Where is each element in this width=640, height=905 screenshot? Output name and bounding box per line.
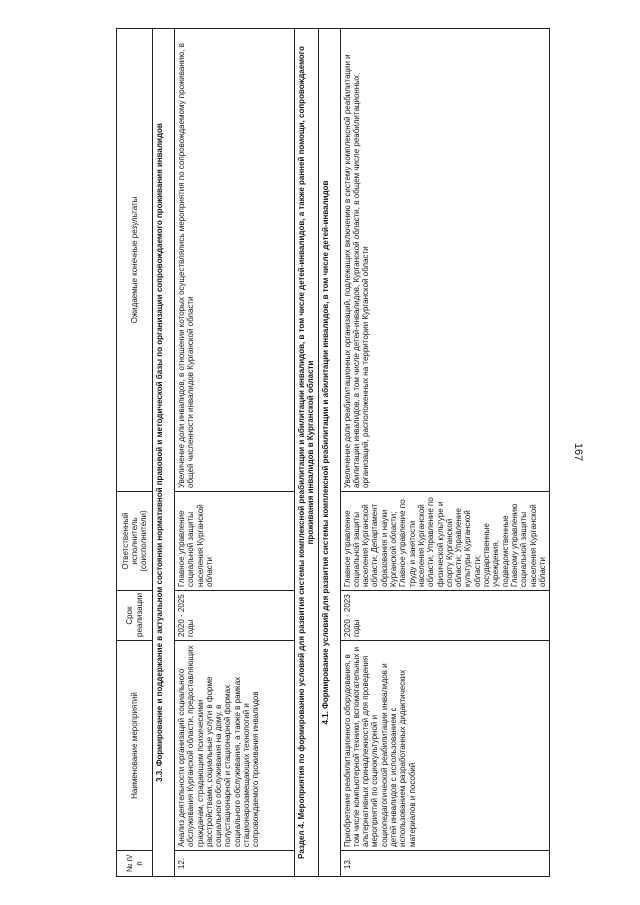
row-13-results: Увеличение доли реабилитационных организаций, подлежащих включению в систему комплексной реабилитации и абилитации инвалидов, в том числе детей-инвалидов, Курганской области, в общем числе реабилитационных организаций, расположенных на территории Курганской области xyxy=(340,29,550,492)
table-header-row xyxy=(117,29,153,877)
row-12-results: Увеличение доли инвалидов, в отношении которых осуществлялись мероприятия по сопровождаемому проживанию, в общей численности инвалидов Курганской области xyxy=(175,29,295,492)
section-row xyxy=(318,29,340,877)
section-row xyxy=(153,29,175,877)
header-term: Срок реализации xyxy=(117,591,153,641)
row-13-name: Приобретение реабилитационного оборудования, в том числе компьютерной техники, вспомогательных и альтернативных принадлежностей для проведения мероприятий по социокультурной и социопедагогической реабилитации инвалидов и детей инвалидов с использованием с использованием разработанных дидактических материалов и пособий xyxy=(340,641,550,851)
header-executor: Ответственный исполнитель (соисполнители) xyxy=(117,492,153,591)
row-12-term: 2020 - 2025 годы xyxy=(175,591,295,641)
section-row xyxy=(295,29,319,877)
table-row xyxy=(340,29,550,877)
header-num: № п/п xyxy=(117,851,153,877)
section-4-title: Раздел 4. Мероприятия по формированию условий для развития системы комплексной реабилитации и абилитации инвалидов, в том числе детей-инвалидов, а также ранней помощи, сопровождаемого проживания инвалидов в Курганской области xyxy=(295,29,319,877)
table-row xyxy=(175,29,295,877)
row-12-num: 12. xyxy=(175,851,295,877)
measures-table xyxy=(116,28,550,877)
row-13-term: 2020 - 2023 годы xyxy=(340,591,550,641)
row-12-executor: Главное управление социальной защиты населения Курганской области xyxy=(175,492,295,591)
header-name: Наименование мероприятий xyxy=(117,641,153,851)
section-4-1-title: 4.1. Формирование условий для развития системы комплексной реабилитации и абилитации инвалидов, в том числе детей-инвалидов xyxy=(318,29,340,877)
header-results: Ожидаемые конечные результаты xyxy=(117,29,153,492)
row-13-num: 13. xyxy=(340,851,550,877)
page-number: 167 xyxy=(572,442,584,462)
row-13-executor: Главное управление социальной защиты населения Курганской области; Департамент образования и науки Курганской области; Главное управление по труду и занятости населения Курганской области; Управление по физической культуре и спорту Курганской области; Управление культуры Курганской области; государственные учреждения, подведомственные Главному управлению социальной защиты населения Курганской области xyxy=(340,492,550,591)
row-12-name: Анализ деятельности организаций социального обслуживания Курганской области, предоставляющих гражданам, страдающим психическими расстройствами, социальные услуги в форме социального обслуживания на дому, в полустационарной и стационарной формах социального обслуживания, а также в рамках стационарозамещающих технологий и сопровождаемого проживания инвалидов xyxy=(175,641,295,851)
section-3-3-title: 3.3. Формирование и поддержание в актуальном состоянии нормативной правовой и методической базы по организации сопровождаемого проживания инвалидов xyxy=(153,29,175,877)
